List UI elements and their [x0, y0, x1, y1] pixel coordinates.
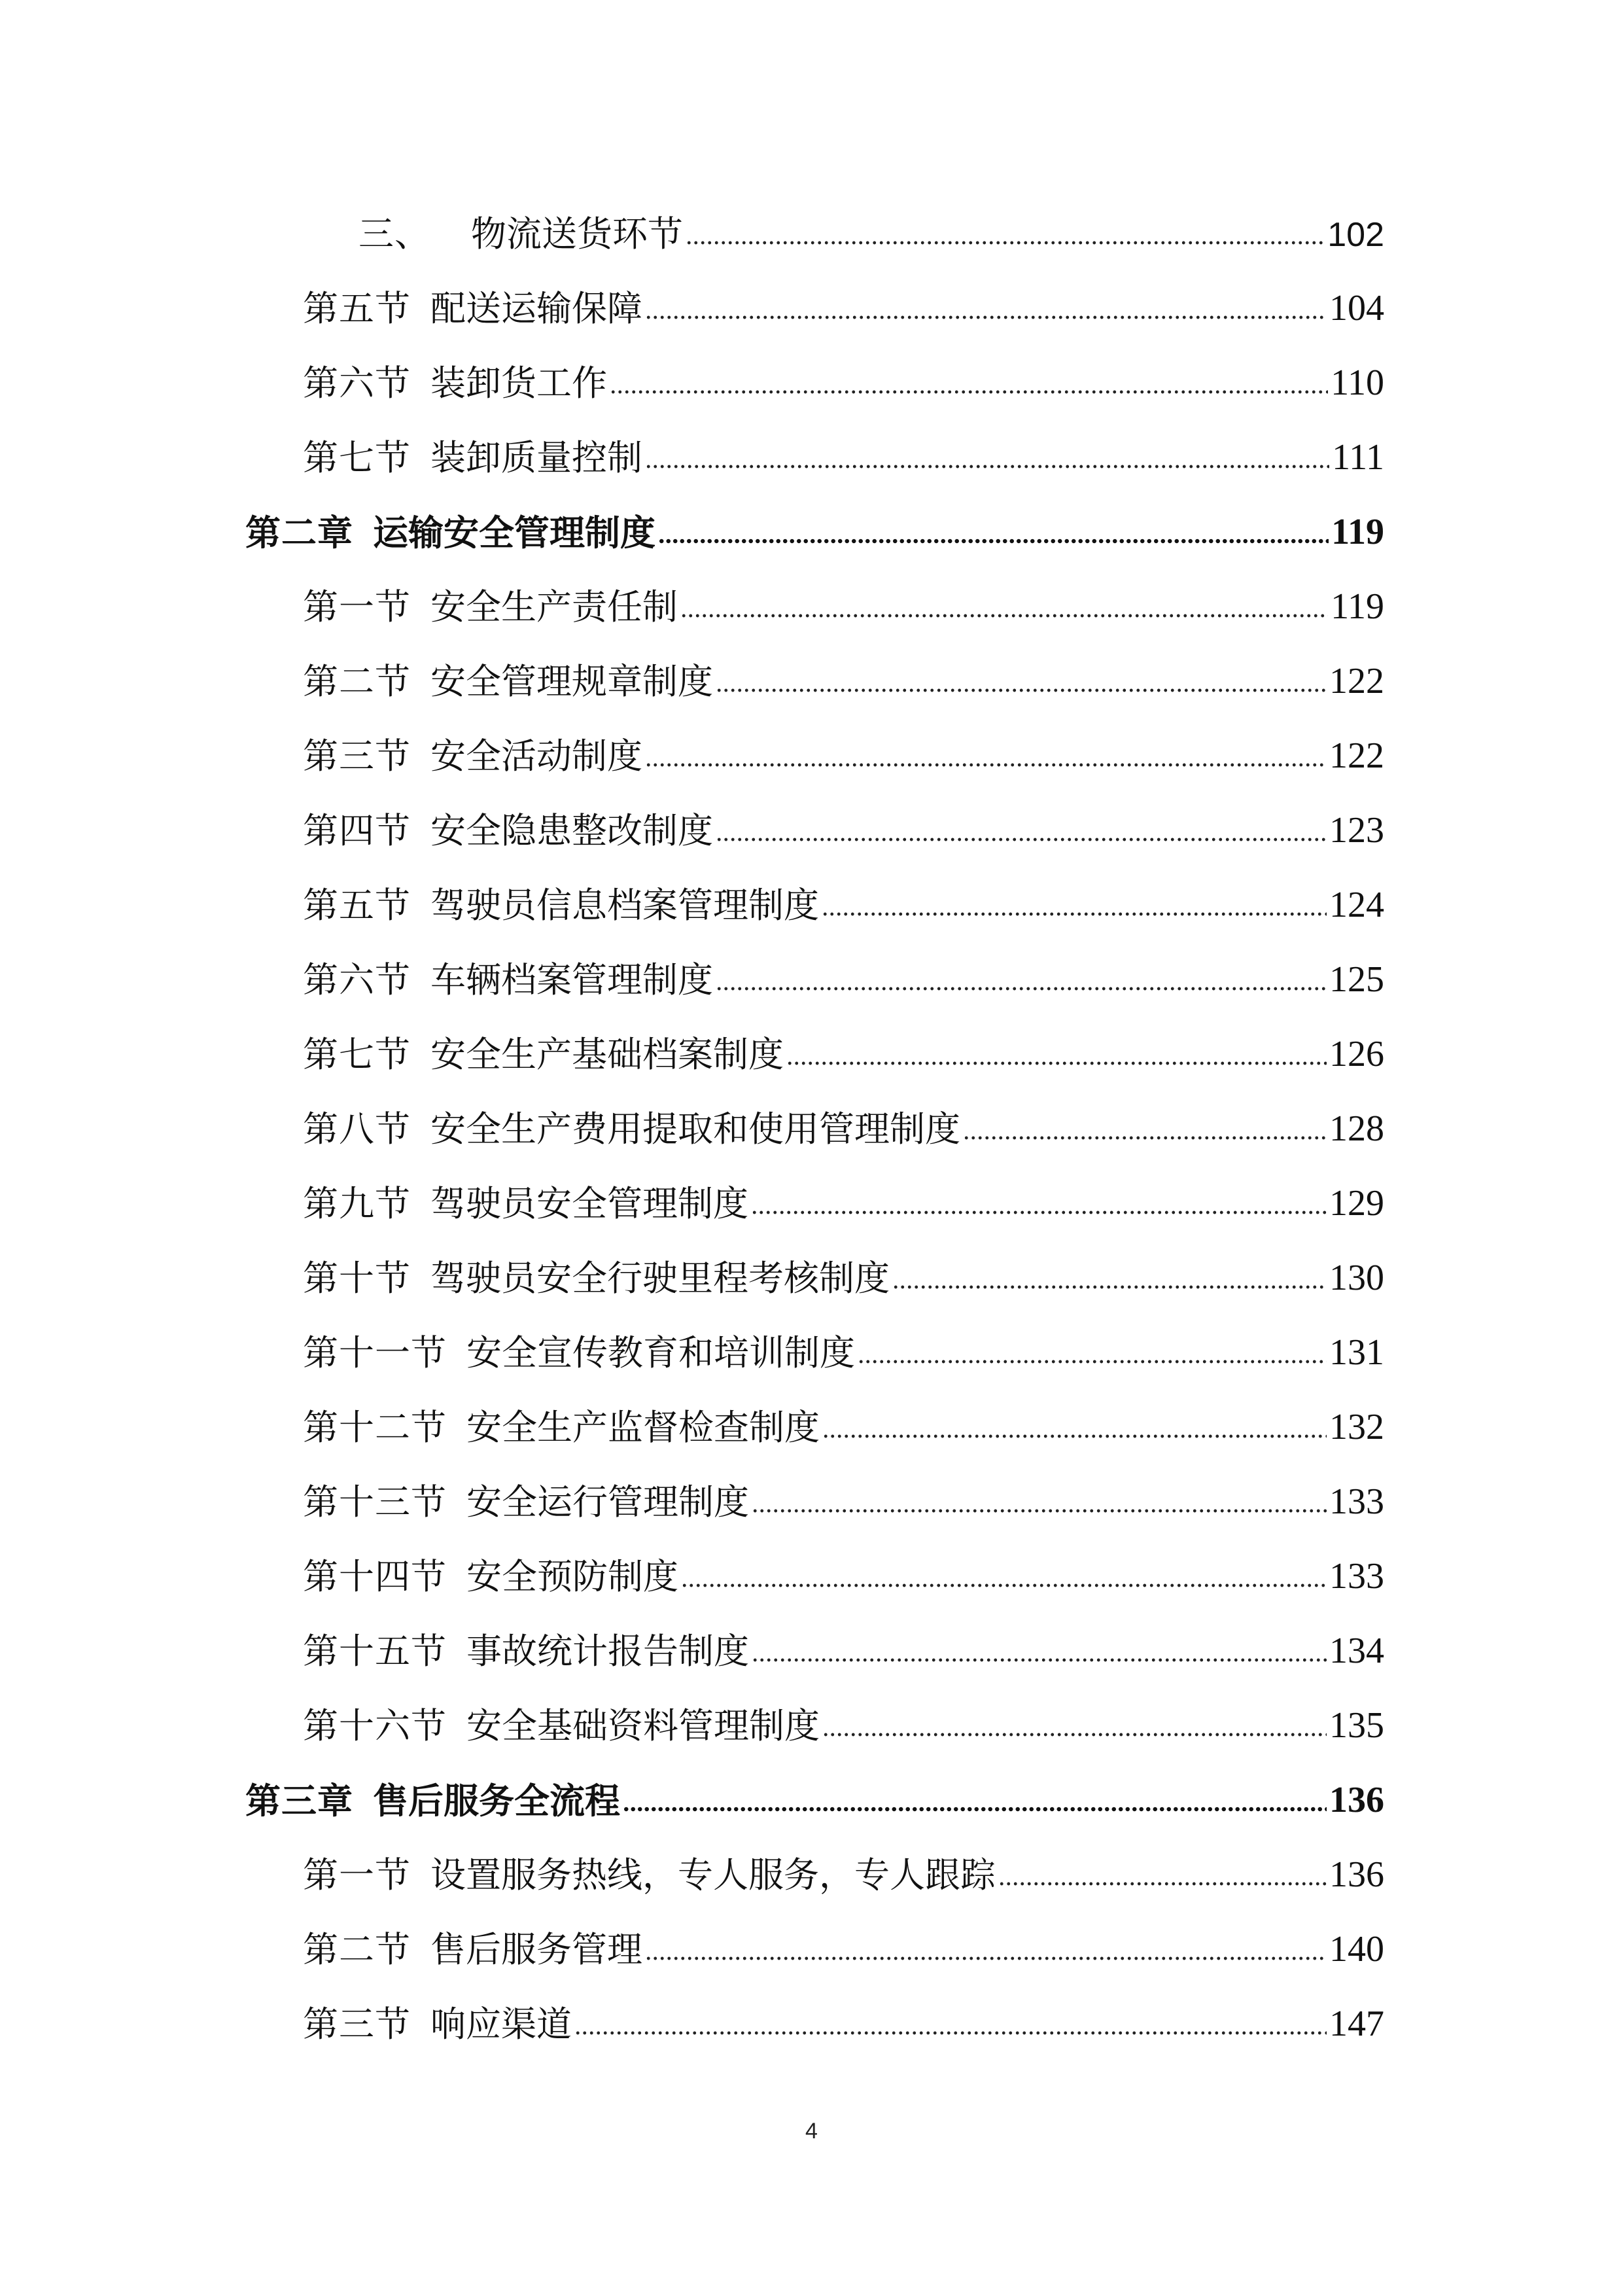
toc-entry-number: 第七节	[303, 437, 411, 478]
toc-entry-title: 安全生产基础档案制度	[430, 1034, 784, 1075]
toc-entry-section[interactable]	[303, 1685, 1384, 1744]
toc-leader-dots	[963, 1130, 1327, 1142]
toc-entry-number: 第十二节	[303, 1407, 447, 1448]
toc-entry-section[interactable]	[303, 1536, 1384, 1595]
toc-entry-section[interactable]	[303, 1983, 1384, 2045]
toc-entry-section[interactable]	[303, 1386, 1384, 1448]
toc-entry-section[interactable]	[303, 566, 1384, 625]
toc-leader-dots	[681, 1578, 1327, 1589]
toc-entry-section[interactable]	[303, 1237, 1384, 1299]
toc-leader-dots	[610, 384, 1328, 396]
toc-entry-number: 第七节	[303, 1034, 411, 1075]
toc-entry-title: 装卸质量控制	[430, 437, 642, 478]
toc-entry-section[interactable]	[303, 1014, 1384, 1075]
toc-entry-title: 安全生产监督检查制度	[466, 1407, 820, 1448]
toc-leader-dots	[574, 2025, 1327, 2037]
toc-entry-number: 第十节	[303, 1258, 411, 1299]
toc-entry-page: 128	[1329, 1108, 1384, 1149]
toc-entry-chapter[interactable]	[245, 1759, 1384, 1822]
toc-leader-dots	[658, 533, 1329, 545]
toc-leader-dots	[716, 981, 1327, 993]
toc-entry-title: 安全预防制度	[466, 1556, 678, 1597]
toc-leader-dots	[686, 235, 1325, 247]
toc-entry-page: 124	[1329, 885, 1384, 925]
toc-entry-number: 第三章	[245, 1780, 353, 1822]
toc-entry-section[interactable]	[303, 1163, 1384, 1222]
toc-entry-number: 第十三节	[303, 1481, 447, 1523]
toc-entry-section-3[interactable]	[358, 193, 1384, 255]
toc-leader-dots	[645, 1951, 1327, 1962]
toc-entry-section[interactable]	[303, 1909, 1384, 1968]
toc-entry-section[interactable]	[303, 641, 1384, 702]
toc-entry-section[interactable]	[303, 342, 1384, 404]
toc-entry-title: 安全生产责任制	[430, 586, 678, 627]
toc-entry-title: 安全运行管理制度	[466, 1481, 749, 1523]
toc-entry-page: 111	[1332, 437, 1384, 478]
toc-leader-dots	[892, 1279, 1327, 1291]
toc-entry-page: 110	[1331, 362, 1384, 403]
toc-entry-page: 132	[1329, 1407, 1384, 1447]
toc-entry-number: 第四节	[303, 810, 411, 851]
toc-entry-title: 装卸货工作	[430, 362, 607, 404]
toc-leader-dots	[752, 1503, 1327, 1515]
toc-entry-title: 安全生产费用提取和使用管理制度	[430, 1108, 960, 1150]
toc-leader-dots	[998, 1876, 1327, 1888]
toc-entry-page: 123	[1329, 810, 1384, 851]
toc-entry-title: 安全管理规章制度	[430, 661, 713, 702]
toc-entry-page: 130	[1329, 1258, 1384, 1298]
toc-entry-number: 第三节	[303, 2004, 411, 2045]
toc-entry-number: 第二节	[303, 661, 411, 702]
toc-entry-page: 126	[1329, 1034, 1384, 1074]
toc-entry-page: 133	[1329, 1556, 1384, 1597]
toc-entry-section[interactable]	[303, 1610, 1384, 1672]
toc-entry-chapter[interactable]	[245, 491, 1384, 554]
toc-leader-dots	[822, 906, 1327, 918]
toc-entry-number: 第九节	[303, 1183, 411, 1224]
toc-entry-title: 设置服务热线，专人服务，专人跟踪	[430, 1854, 996, 1896]
toc-entry-title: 安全隐患整改制度	[430, 810, 713, 851]
toc-entry-page: 102	[1327, 216, 1384, 254]
toc-leader-dots	[751, 1205, 1327, 1216]
toc-entry-page: 131	[1329, 1332, 1384, 1373]
toc-entry-title: 安全宣传教育和培训制度	[466, 1332, 855, 1373]
toc-entry-number: 第二章	[245, 512, 353, 554]
toc-entry-title: 物流送货环节	[471, 213, 683, 255]
toc-leader-dots	[645, 757, 1327, 769]
toc-entry-number: 第六节	[303, 362, 411, 404]
toc-entry-number: 第八节	[303, 1108, 411, 1150]
toc-leader-dots	[645, 309, 1327, 321]
toc-leader-dots	[822, 1727, 1327, 1739]
toc-entry-section[interactable]	[303, 1834, 1384, 1896]
toc-entry-section[interactable]	[303, 715, 1384, 777]
toc-entry-page: 119	[1331, 512, 1384, 552]
toc-entry-number: 第三节	[303, 735, 411, 777]
toc-entry-page: 129	[1329, 1183, 1384, 1224]
toc-leader-dots	[786, 1055, 1327, 1067]
toc-entry-number: 三、	[358, 213, 430, 255]
toc-entry-title: 售后服务管理	[430, 1929, 642, 1970]
toc-entry-section[interactable]	[303, 790, 1384, 849]
toc-entry-title: 驾驶员安全行驶里程考核制度	[430, 1258, 890, 1299]
toc-entry-title: 驾驶员信息档案管理制度	[430, 885, 819, 926]
toc-leader-dots	[645, 459, 1329, 470]
toc-entry-page: 147	[1329, 2004, 1384, 2044]
toc-entry-page: 136	[1329, 1780, 1384, 1820]
toc-entry-number: 第六节	[303, 959, 411, 1000]
page-number: 4	[805, 2119, 818, 2144]
toc-entry-section[interactable]	[303, 1088, 1384, 1150]
toc-entry-title: 运输安全管理制度	[373, 512, 655, 554]
toc-entry-section[interactable]	[303, 864, 1384, 926]
toc-leader-dots	[822, 1428, 1327, 1440]
toc-entry-title: 安全基础资料管理制度	[466, 1705, 820, 1746]
toc-leader-dots	[858, 1354, 1327, 1366]
toc-entry-title: 事故统计报告制度	[466, 1631, 749, 1672]
toc-entry-page: 134	[1329, 1631, 1384, 1671]
toc-entry-page: 104	[1329, 288, 1384, 328]
toc-entry-page: 125	[1329, 959, 1384, 1000]
toc-entry-number: 第五节	[303, 885, 411, 926]
toc-entry-page: 119	[1331, 586, 1384, 627]
toc-entry-number: 第一节	[303, 586, 411, 627]
toc-entry-title: 售后服务全流程	[373, 1780, 620, 1822]
toc-entry-title: 车辆档案管理制度	[430, 959, 713, 1000]
toc-leader-dots	[680, 608, 1328, 620]
toc-entry-section[interactable]	[303, 417, 1384, 476]
toc-entry-number: 第五节	[303, 288, 411, 329]
toc-entry-title: 安全活动制度	[430, 735, 642, 777]
toc-entry-number: 第十五节	[303, 1631, 447, 1672]
toc-entry-page: 140	[1329, 1929, 1384, 1969]
toc-leader-dots	[716, 682, 1327, 694]
toc-leader-dots	[623, 1801, 1327, 1813]
toc-entry-section[interactable]	[303, 1312, 1384, 1371]
toc-entry-section[interactable]	[303, 939, 1384, 998]
toc-entry-page: 135	[1329, 1705, 1384, 1746]
toc-entry-page: 133	[1329, 1481, 1384, 1522]
toc-leader-dots	[752, 1652, 1327, 1664]
toc-entry-page: 122	[1329, 735, 1384, 776]
toc-leader-dots	[716, 832, 1327, 843]
toc-entry-section[interactable]	[303, 1461, 1384, 1523]
toc-entry-page: 136	[1329, 1854, 1384, 1895]
toc-entry-number: 第一节	[303, 1854, 411, 1896]
toc-entry-section[interactable]	[303, 268, 1384, 327]
toc-entry-page: 122	[1329, 661, 1384, 701]
toc-entry-number: 第十四节	[303, 1556, 447, 1597]
toc-entry-number: 第十六节	[303, 1705, 447, 1746]
toc-entry-title: 驾驶员安全管理制度	[430, 1183, 748, 1224]
toc-entry-title: 响应渠道	[430, 2004, 572, 2045]
toc-entry-number: 第二节	[303, 1929, 411, 1970]
toc-entry-number: 第十一节	[303, 1332, 447, 1373]
toc-entry-title: 配送运输保障	[430, 288, 642, 329]
